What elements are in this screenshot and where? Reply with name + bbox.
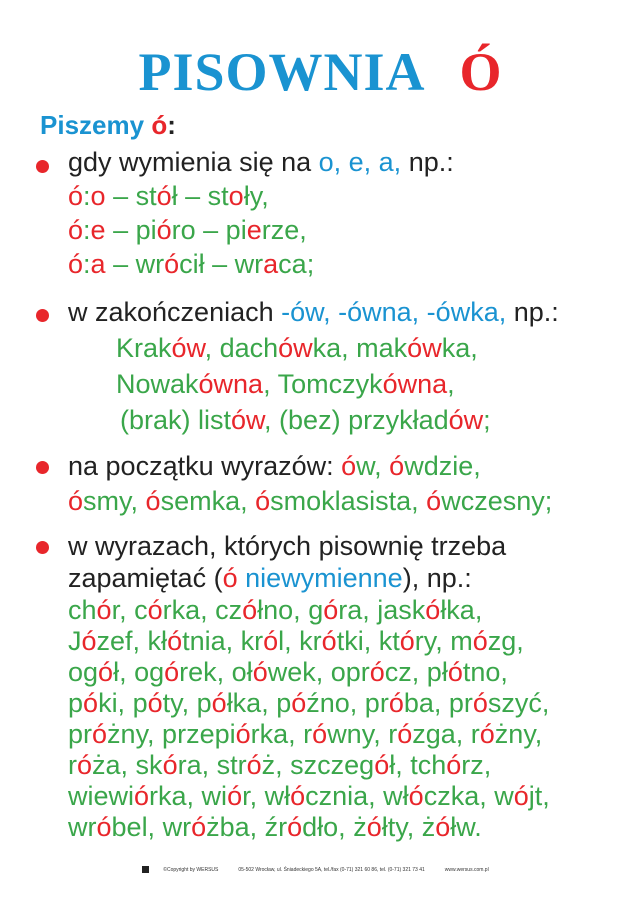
text-run: żny, przepi (107, 719, 236, 749)
intro-letter: ó (151, 110, 168, 140)
text-run: ó (68, 249, 84, 279)
text-run: tnia, kr (182, 626, 264, 656)
page-title (0, 42, 641, 102)
text-run: ty, p (162, 688, 212, 718)
text-run: e (90, 215, 106, 245)
text-run: ra, str (177, 750, 247, 780)
text-run: łty, ż (381, 812, 436, 842)
text-run: r, c (111, 595, 148, 625)
text-run: ó (366, 812, 382, 842)
rule-4-line-6 (68, 687, 549, 719)
text-run: ów (278, 333, 313, 363)
text-run: ó (397, 719, 413, 749)
rule-1-line-2 (68, 180, 269, 212)
rule-2-line-1 (68, 296, 559, 328)
text-run: – st (105, 181, 157, 211)
rule-3-line-1 (68, 450, 481, 482)
text-run: wiewi (68, 781, 135, 811)
text-run: dło, ż (302, 812, 367, 842)
rule-4-line-5 (68, 656, 508, 688)
publisher-logo-icon (142, 866, 149, 873)
text-run: ó (96, 595, 112, 625)
text-run: J (68, 626, 82, 656)
text-run: ó (246, 750, 262, 780)
text-run: rze, (261, 215, 307, 245)
text-run: – pi (105, 215, 157, 245)
text-run: ó (435, 812, 451, 842)
text-run: czka, w (423, 781, 514, 811)
text-run: na początku wyrazów: (68, 451, 342, 481)
text-run: ó (145, 486, 161, 516)
text-run: ó (191, 812, 207, 842)
text-run: ka, mak (312, 333, 408, 363)
text-run: ó (252, 657, 268, 687)
text-run: smoklasista, (270, 486, 427, 516)
text-run: zga, r (412, 719, 480, 749)
text-run: ża, sk (92, 750, 163, 780)
text-run: ó (242, 595, 258, 625)
text-run: -ów, -ówna, -ówka, (281, 297, 507, 327)
text-run: ), np.: (402, 563, 472, 593)
text-run: ó (235, 719, 251, 749)
rule-2-line-4 (120, 404, 491, 436)
text-run: wr (68, 812, 97, 842)
text-run: bel, wr (111, 812, 192, 842)
text-run: jt, (528, 781, 550, 811)
text-run: ó (290, 781, 306, 811)
text-run: ó (68, 181, 84, 211)
text-run: o, e, a, (318, 147, 402, 177)
rule-1-line-3 (68, 214, 307, 246)
intro-heading (40, 110, 176, 140)
text-run: pr (68, 719, 93, 749)
text-run: wdzie, (404, 451, 481, 481)
rule-3-line-2 (68, 485, 552, 517)
text-run: a (90, 249, 106, 279)
title-letter: Ó (459, 42, 503, 102)
rule-4-line-9 (68, 780, 550, 812)
text-run: łno, g (257, 595, 324, 625)
text-run: , Tomczyk (263, 369, 383, 399)
rule-4-line-7 (68, 718, 542, 750)
text-run: rka, r (250, 719, 313, 749)
text-run: ó (98, 657, 114, 687)
text-run: ry, m (414, 626, 473, 656)
text-run: rka, cz (162, 595, 243, 625)
text-run: cił – wr (179, 249, 264, 279)
text-run: : (83, 181, 91, 211)
bullet-4 (36, 541, 49, 554)
intro-colon: : (167, 110, 176, 140)
text-run: ki, p (98, 688, 148, 718)
text-run: ó (369, 657, 385, 687)
text-run: ó (164, 249, 180, 279)
text-run: np.: (506, 297, 559, 327)
text-run: l, kr (278, 626, 322, 656)
text-run: ca; (278, 249, 315, 279)
text-run: Nowak (116, 369, 199, 399)
text-run: o (90, 181, 106, 211)
text-run: ó (147, 595, 163, 625)
footer-copyright: ©Copyright by WERSUS (163, 866, 219, 873)
text-run: tki, kt (336, 626, 400, 656)
footer-url: www.wersus.com.pl (444, 866, 489, 873)
rule-4-line-8 (68, 749, 491, 781)
text-run: źno, pr (306, 688, 389, 718)
text-run: ó (211, 688, 227, 718)
text-run: ł – st (171, 181, 229, 211)
text-run: ó (156, 215, 172, 245)
text-run: ó (321, 626, 337, 656)
text-run: ó (472, 688, 488, 718)
text-run: wny, r (327, 719, 398, 749)
text-run: ó (312, 719, 328, 749)
text-run: ó (287, 812, 303, 842)
bullet-2 (36, 309, 49, 322)
text-run: ó (77, 750, 93, 780)
text-run: w wyrazach, których pisownię trzeba (68, 531, 507, 561)
text-run: zg, (487, 626, 524, 656)
text-run: , dach (204, 333, 279, 363)
footer (0, 866, 641, 873)
text-run: żba, źr (206, 812, 288, 842)
text-run: rz, (461, 750, 492, 780)
text-run: ó (408, 781, 424, 811)
intro-lead: Piszemy (40, 110, 145, 140)
text-run: ó (68, 215, 84, 245)
text-run: ó (96, 812, 112, 842)
text-run: łka, p (226, 688, 292, 718)
text-run: ó (425, 595, 441, 625)
text-run: ó (472, 626, 488, 656)
text-run: ł, tch (389, 750, 447, 780)
text-run: ów (171, 333, 205, 363)
text-run: p (68, 688, 84, 718)
text-run: żny, (494, 719, 543, 749)
rule-2-line-3 (116, 368, 455, 400)
text-run: cznia, wł (305, 781, 409, 811)
footer-address: 05-502 Wrocław, ul. Śniadeckiego 5A, tel./fax (0-71) 321 60 86, tel. (0-71) 321 73 41 (238, 866, 425, 873)
text-run: ów (231, 405, 265, 435)
text-run: tno, (462, 657, 508, 687)
text-run: łw. (450, 812, 482, 842)
text-run: ó (164, 657, 180, 687)
text-run: ó (83, 688, 99, 718)
text-run: w, (356, 451, 390, 481)
text-run: ; (483, 405, 491, 435)
text-run: og (68, 657, 99, 687)
text-run: ż, szczeg (261, 750, 375, 780)
text-run: zef, kł (96, 626, 168, 656)
text-run: ó (291, 688, 307, 718)
text-run: smy, (83, 486, 146, 516)
text-run: ły, (243, 181, 269, 211)
text-run: ó (479, 719, 495, 749)
rule-4-line-2 (68, 562, 472, 594)
text-run: ó (167, 626, 183, 656)
text-run: w zakończeniach (68, 297, 282, 327)
text-run: ów (407, 333, 442, 363)
text-run: rka, wi (149, 781, 228, 811)
text-run: ó (399, 626, 415, 656)
rule-1-line-1 (68, 146, 454, 178)
text-run: zapamiętać ( (68, 563, 223, 593)
text-run: – wr (105, 249, 165, 279)
text-run: ro – pi (171, 215, 247, 245)
bullet-1 (36, 160, 49, 173)
text-run: ó (446, 750, 462, 780)
text-run: ó (162, 750, 178, 780)
text-run: ó (341, 451, 357, 481)
text-run: ó (134, 781, 150, 811)
text-run: e (246, 215, 262, 245)
rule-4-line-1 (68, 530, 506, 562)
text-run: , (447, 369, 455, 399)
text-run: ch (68, 595, 97, 625)
text-run: ó (447, 657, 463, 687)
text-run: ka, (441, 333, 478, 363)
text-run: ó (147, 688, 163, 718)
text-run: gdy wymienia się na (68, 147, 319, 177)
text-run: ó (156, 181, 172, 211)
title-main: PISOWNIA (138, 42, 426, 102)
text-run: ówna (382, 369, 448, 399)
text-run: (brak) list (120, 405, 232, 435)
text-run: o (228, 181, 244, 211)
text-run: ów (448, 405, 484, 435)
text-run: ó (323, 595, 339, 625)
text-run: ba, pr (403, 688, 473, 718)
text-run: wek, opr (267, 657, 370, 687)
text-run: ó (92, 719, 108, 749)
text-run: szyć, (487, 688, 550, 718)
text-run: ó (513, 781, 529, 811)
rule-4-line-3 (68, 594, 482, 626)
text-run: rek, oł (179, 657, 253, 687)
text-run: ówna (198, 369, 264, 399)
text-run: ł, og (113, 657, 165, 687)
text-run: ó (426, 486, 442, 516)
rule-1-line-4 (68, 248, 314, 280)
text-run: r, wł (242, 781, 291, 811)
text-run: semka, (160, 486, 256, 516)
text-run: ó (388, 688, 404, 718)
text-run: a (263, 249, 279, 279)
text-run: ó (222, 563, 238, 593)
text-run: , (bez) przykład (264, 405, 449, 435)
text-run: : (83, 249, 91, 279)
text-run: niewymienne (237, 563, 403, 593)
text-run: ó (68, 486, 84, 516)
text-run: np.: (401, 147, 454, 177)
text-run: ra, jask (338, 595, 426, 625)
text-run: Krak (116, 333, 172, 363)
rule-2-line-2 (116, 332, 478, 364)
bullet-3 (36, 461, 49, 474)
text-run: ó (263, 626, 279, 656)
text-run: wczesny; (441, 486, 553, 516)
rule-4-line-10 (68, 811, 482, 843)
text-run: ó (389, 451, 405, 481)
text-run: ó (81, 626, 97, 656)
text-run: ó (374, 750, 390, 780)
rule-4-line-4 (68, 625, 524, 657)
text-run: ó (227, 781, 243, 811)
text-run: r (68, 750, 77, 780)
text-run: łka, (440, 595, 483, 625)
text-run: ó (255, 486, 271, 516)
text-run: cz, pł (384, 657, 448, 687)
text-run: : (83, 215, 91, 245)
